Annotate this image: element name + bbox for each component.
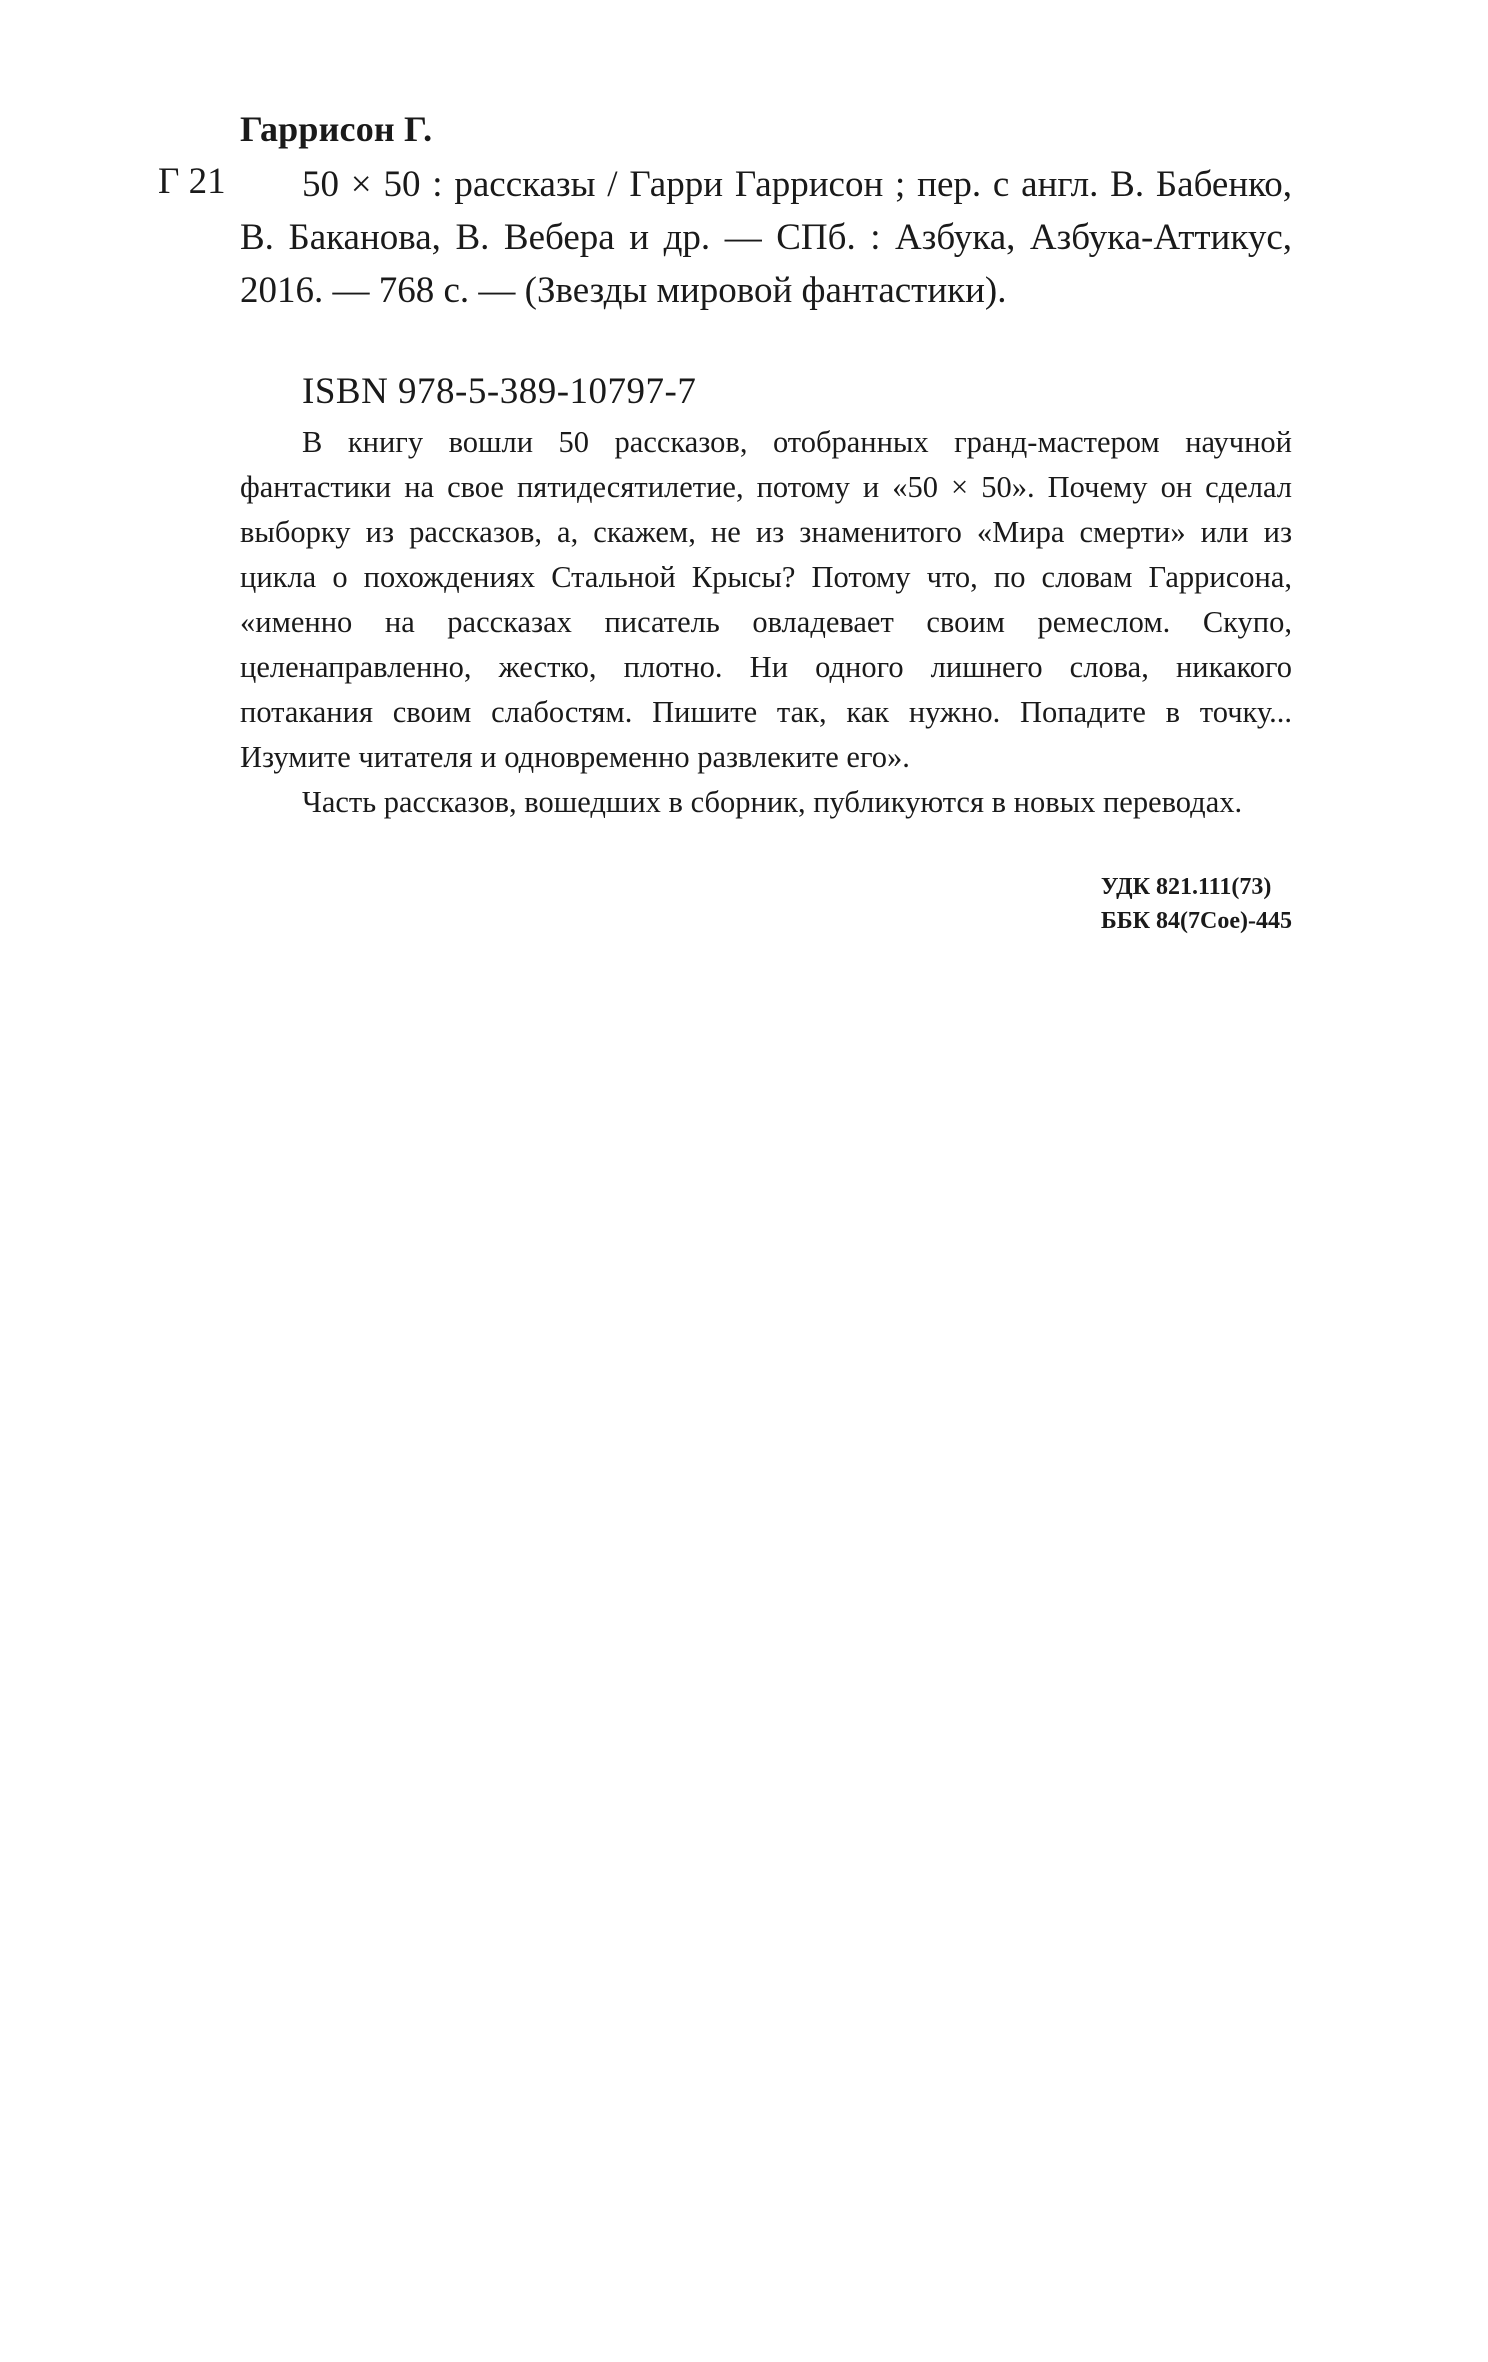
udk-code: УДК 821.111(73) [1100, 874, 1272, 900]
annotation-paragraph-2: Часть рассказов, вошедших в сборник, публикуются в новых переводах. [302, 785, 1243, 819]
author-heading: Гаррисон Г. [240, 109, 433, 149]
catalog-code: Г 21 [158, 161, 226, 202]
bibliographic-description: 50 × 50 : рассказы / Гарри Гаррисон ; пер. с англ. В. Бабенко, В. Баканова, В. Вебера и др. — СПб. : Азбука, Азбука-Аттикус, 2016. — 768 с. — (Звезды мировой фантастики). [240, 164, 1292, 311]
isbn-number: ISBN 978-5-389-10797-7 [302, 371, 697, 412]
bbk-code: ББК 84(7Сое)-445 [1100, 908, 1292, 934]
annotation-paragraph-1: В книгу вошли 50 рассказов, отобранных гранд-мастером научной фантастики на свое пятидесятилетие, потому и «50 × 50». Почему он сделал выборку из рассказов, а, скажем, не из знаменитого «Мира смерти» или из цикла о похождениях Стальной Крысы? Потому что, по словам Гаррисона, «именно на рассказах писатель овладевает своим ремеслом. Скупо, целенаправленно, жестко, плотно. Ни одного лишнего слова, никакого потакания своим слабостям. Пишите так, как нужно. Попадите в точку... Изумите читателя и одновременно развлеките его». [240, 425, 1292, 774]
classification-codes [1101, 870, 1292, 938]
annotation [240, 420, 1292, 825]
